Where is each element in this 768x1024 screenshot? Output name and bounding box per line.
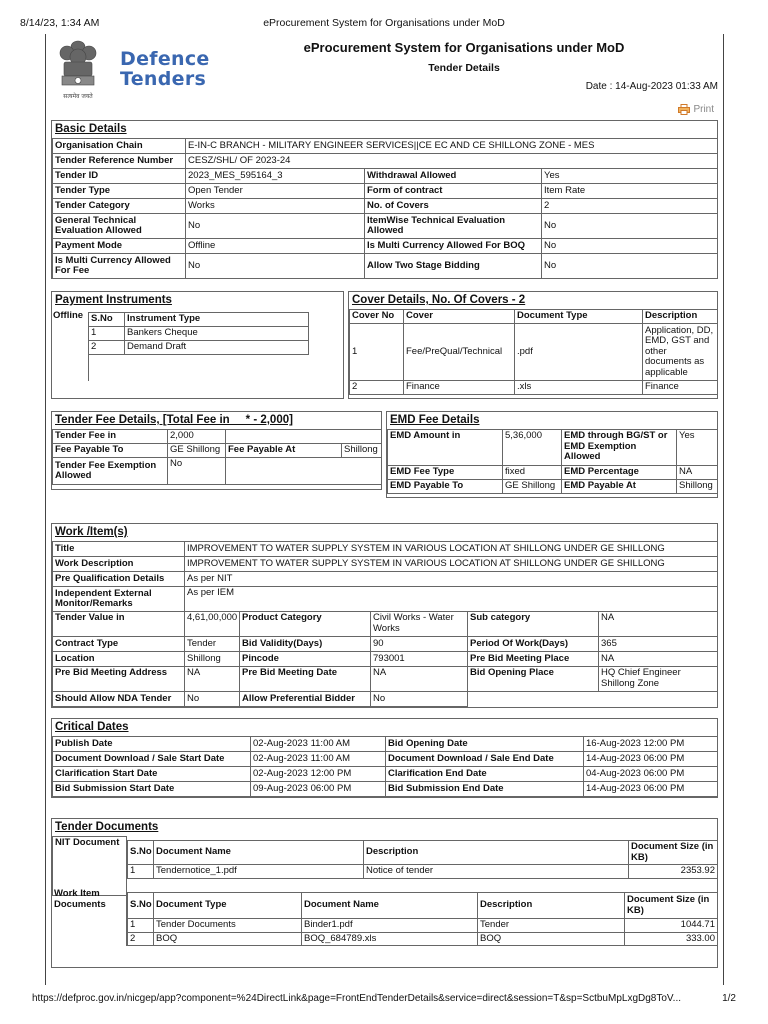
- no-of-covers-value: 2: [542, 199, 718, 214]
- table-row: [53, 458, 382, 485]
- nit-document-label: NIT Document: [52, 836, 127, 896]
- nit-documents-table: [127, 840, 718, 879]
- table-row: [89, 340, 309, 354]
- withdrawal-value: Yes: [542, 169, 718, 184]
- product-category-value: Civil Works - Water Works: [371, 612, 468, 637]
- table-row: [53, 612, 718, 637]
- table-row: [128, 919, 718, 933]
- payment-instruments-title: Payment Instruments: [55, 294, 172, 306]
- cover-no: 2: [350, 381, 404, 395]
- doc-sno: 1: [128, 919, 154, 933]
- period-of-work-value: 365: [599, 637, 718, 652]
- emd-payable-to-label: EMD Payable To: [388, 480, 503, 494]
- col-sno: S.No: [128, 841, 154, 865]
- national-emblem-icon: [54, 38, 102, 104]
- work-description-label: Work Description: [53, 557, 185, 572]
- multi-currency-fee-label: Is Multi Currency Allowed For Fee: [53, 254, 186, 279]
- pincode-value: 793001: [371, 652, 468, 667]
- org-chain-value: E-IN-C BRANCH - MILITARY ENGINEER SERVICES||CE EC AND CE SHILLONG ZONE - MES: [186, 139, 718, 154]
- work-title-value: IMPROVEMENT TO WATER SUPPLY SYSTEM IN VARIOUS LOCATION AT SHILLONG UNDER GE SHILLONG: [185, 542, 718, 557]
- emblem-motto: सत्यमेव जयते: [63, 93, 93, 100]
- itemwise-tech-eval-label: ItemWise Technical Evaluation Allowed: [365, 214, 542, 239]
- location-value: Shillong: [185, 652, 240, 667]
- print-header: [20, 17, 748, 31]
- download-end-value: 14-Aug-2023 06:00 PM: [584, 752, 718, 767]
- tender-id-value: 2023_MES_595164_3: [186, 169, 365, 184]
- itemwise-tech-eval-value: No: [542, 214, 718, 239]
- clarification-end-value: 04-Aug-2023 06:00 PM: [584, 767, 718, 782]
- table-row: [128, 865, 718, 879]
- org-chain-label: Organisation Chain: [53, 139, 186, 154]
- doc-description: BOQ: [478, 932, 625, 946]
- table-row: [53, 199, 718, 214]
- work-description-value: IMPROVEMENT TO WATER SUPPLY SYSTEM IN VARIOUS LOCATION AT SHILLONG UNDER GE SHILLONG: [185, 557, 718, 572]
- print-footer: [20, 993, 748, 1007]
- table-row: [53, 752, 718, 767]
- general-tech-eval-value: No: [186, 214, 365, 239]
- table-row: [53, 139, 718, 154]
- instrument-type: Bankers Cheque: [125, 326, 309, 340]
- instrument-type: Demand Draft: [125, 340, 309, 354]
- col-document-type: Document Type: [515, 310, 643, 324]
- ref-label: Tender Reference Number: [53, 154, 186, 169]
- fee-payable-at-label: Fee Payable At: [226, 444, 342, 458]
- basic-details-section: [51, 120, 718, 279]
- doc-size: 1044.71: [625, 919, 718, 933]
- instrument-table: [88, 312, 309, 355]
- col-cover: Cover: [404, 310, 515, 324]
- doc-size: 333.00: [625, 932, 718, 946]
- submission-start-label: Bid Submission Start Date: [53, 782, 251, 797]
- table-row: [53, 637, 718, 652]
- col-description: Description: [643, 310, 718, 324]
- basic-details-table: [52, 138, 718, 279]
- table-row: [53, 737, 718, 752]
- nda-tender-label: Should Allow NDA Tender: [53, 692, 185, 707]
- clarification-start-value: 02-Aug-2023 12:00 PM: [251, 767, 386, 782]
- tender-type-label: Tender Type: [53, 184, 186, 199]
- form-of-contract-value: Item Rate: [542, 184, 718, 199]
- cover-table: [349, 309, 718, 395]
- payment-mode-value: Offline: [186, 239, 365, 254]
- doc-sno: 2: [128, 932, 154, 946]
- critical-dates-table: [52, 736, 718, 797]
- brand-logo: [120, 49, 210, 89]
- product-category-label: Product Category: [240, 612, 371, 637]
- tender-value-label: Tender Value in: [53, 612, 185, 637]
- download-start-label: Document Download / Sale Start Date: [53, 752, 251, 767]
- table-row: [53, 542, 718, 557]
- emd-fee-type-value: fixed: [503, 466, 562, 480]
- page-subtitle: Tender Details: [428, 62, 500, 74]
- emd-percentage-value: NA: [677, 466, 718, 480]
- monitor-label: Independent External Monitor/Remarks: [53, 587, 185, 612]
- bid-opening-place-value: HQ Chief Engineer Shillong Zone: [599, 667, 718, 692]
- col-description: Description: [364, 841, 629, 865]
- site-title: eProcurement System for Organisations under MoD: [303, 40, 625, 55]
- cover-description: Finance: [643, 381, 718, 395]
- table-row: [53, 782, 718, 797]
- emd-fee-title: EMD Fee Details: [390, 414, 480, 426]
- publish-date-label: Publish Date: [53, 737, 251, 752]
- col-document-type: Document Type: [154, 893, 302, 919]
- page-url: https://defproc.gov.in/nicgep/app?component=%24DirectLink&page=FrontEndTenderDetails&service=direct&session=T&sp=SctbuMpLxgDg8ToV...: [32, 993, 681, 1004]
- pre-bid-date-value: NA: [371, 667, 468, 692]
- doc-type: Tender Documents: [154, 919, 302, 933]
- tender-fee-title: Tender Fee Details, [Total Fee in * - 2,000]: [55, 414, 293, 426]
- pre-bid-address-label: Pre Bid Meeting Address: [53, 667, 185, 692]
- prequal-value: As per NIT: [185, 572, 718, 587]
- print-datetime: 8/14/23, 1:34 AM: [20, 17, 100, 29]
- prequal-label: Pre Qualification Details: [53, 572, 185, 587]
- emd-payable-to-value: GE Shillong: [503, 480, 562, 494]
- cover-no: 1: [350, 324, 404, 381]
- general-tech-eval-label: General Technical Evaluation Allowed: [53, 214, 186, 239]
- table-row: [53, 767, 718, 782]
- tender-type-value: Open Tender: [186, 184, 365, 199]
- table-row: [53, 169, 718, 184]
- period-of-work-label: Period Of Work(Days): [468, 637, 599, 652]
- table-row: [53, 667, 718, 692]
- fee-payable-to-label: Fee Payable To: [53, 444, 168, 458]
- sub-category-label: Sub category: [468, 612, 599, 637]
- table-row: [53, 239, 718, 254]
- table-header-row: [89, 313, 309, 327]
- table-row: [53, 444, 382, 458]
- emd-fee-type-label: EMD Fee Type: [388, 466, 503, 480]
- table-row: [53, 214, 718, 239]
- table-header-row: [128, 893, 718, 919]
- critical-dates-title: Critical Dates: [55, 721, 129, 733]
- col-sno: S.No: [128, 893, 154, 919]
- contract-type-value: Tender: [185, 637, 240, 652]
- withdrawal-label: Withdrawal Allowed: [365, 169, 542, 184]
- emd-percentage-label: EMD Percentage: [562, 466, 677, 480]
- two-stage-bidding-value: No: [542, 254, 718, 279]
- emd-fee-section: [386, 411, 718, 498]
- location-label: Location: [53, 652, 185, 667]
- contract-type-label: Contract Type: [53, 637, 185, 652]
- col-document-size: Document Size (in KB): [629, 841, 718, 865]
- work-items-table: [52, 541, 718, 707]
- doc-description: Tender: [478, 919, 625, 933]
- table-row: [350, 324, 718, 381]
- emd-fee-table: [387, 429, 718, 494]
- table-row: [388, 466, 718, 480]
- pre-bid-place-label: Pre Bid Meeting Place: [468, 652, 599, 667]
- table-row: [89, 326, 309, 340]
- instrument-sno: 2: [89, 340, 125, 354]
- monitor-value: As per IEM: [185, 587, 718, 612]
- emd-payable-at-value: Shillong: [677, 480, 718, 494]
- table-header-row: [128, 841, 718, 865]
- date-stamp: Date : 14-Aug-2023 01:33 AM: [585, 81, 718, 92]
- col-document-name: Document Name: [302, 893, 478, 919]
- ref-value: CESZ/SHL/ OF 2023-24: [186, 154, 718, 169]
- clarification-start-label: Clarification Start Date: [53, 767, 251, 782]
- bid-validity-label: Bid Validity(Days): [240, 637, 371, 652]
- page-number: 1/2: [722, 993, 736, 1004]
- doc-name-link[interactable]: Tendernotice_1.pdf: [154, 865, 364, 879]
- cover-details-title: Cover Details, No. Of Covers - 2: [352, 294, 526, 306]
- table-row: [53, 652, 718, 667]
- emd-payable-at-label: EMD Payable At: [562, 480, 677, 494]
- bid-validity-value: 90: [371, 637, 468, 652]
- print-page-title: eProcurement System for Organisations under MoD: [263, 17, 505, 29]
- print-label: Print: [693, 104, 714, 115]
- col-document-size: Document Size (in KB): [625, 893, 718, 919]
- col-description: Description: [478, 893, 625, 919]
- fee-exemption-value: No: [168, 458, 226, 485]
- payment-instruments-section: [51, 291, 344, 399]
- table-header-row: [350, 310, 718, 324]
- fee-exemption-label: Tender Fee Exemption Allowed: [53, 458, 168, 485]
- work-items-title: Work /Item(s): [55, 526, 128, 538]
- multi-currency-boq-label: Is Multi Currency Allowed For BOQ: [365, 239, 542, 254]
- preferential-bidder-label: Allow Preferential Bidder: [240, 692, 371, 707]
- table-row: [53, 184, 718, 199]
- brand-line-1: Defence: [120, 48, 210, 70]
- printer-icon: [678, 104, 690, 115]
- tender-id-label: Tender ID: [53, 169, 186, 184]
- work-items-section: [51, 523, 718, 708]
- tender-documents-section: [51, 818, 718, 968]
- tender-fee-value: 2,000: [168, 430, 226, 444]
- table-row: [53, 154, 718, 169]
- table-row: [53, 430, 382, 444]
- payment-mode-tag: Offline: [53, 310, 84, 321]
- table-divider: [88, 351, 89, 381]
- col-sno: S.No: [89, 313, 125, 327]
- tender-value-value: 4,61,00,000: [185, 612, 240, 637]
- table-row: [388, 480, 718, 494]
- instrument-sno: 1: [89, 326, 125, 340]
- multi-currency-fee-value: No: [186, 254, 365, 279]
- emd-amount-value: 5,36,000: [503, 430, 562, 466]
- pre-bid-date-label: Pre Bid Meeting Date: [240, 667, 371, 692]
- doc-description: Notice of tender: [364, 865, 629, 879]
- table-row: [53, 587, 718, 612]
- table-row: [350, 381, 718, 395]
- tender-category-label: Tender Category: [53, 199, 186, 214]
- empty-cell: [226, 458, 382, 485]
- clarification-end-label: Clarification End Date: [386, 767, 584, 782]
- preferential-bidder-value: No: [371, 692, 468, 707]
- bid-opening-place-label: Bid Opening Place: [468, 667, 599, 692]
- doc-name-link[interactable]: BOQ_684789.xls: [302, 932, 478, 946]
- brand-line-2: Tenders: [120, 68, 207, 90]
- payment-mode-label: Payment Mode: [53, 239, 186, 254]
- pre-bid-place-value: NA: [599, 652, 718, 667]
- table-row: [53, 254, 718, 279]
- col-document-name: Document Name: [154, 841, 364, 865]
- tender-fee-label: Tender Fee in: [53, 430, 168, 444]
- critical-dates-section: [51, 718, 718, 798]
- table-row: [128, 932, 718, 946]
- form-of-contract-label: Form of contract: [365, 184, 542, 199]
- basic-details-title: Basic Details: [55, 123, 127, 135]
- col-cover-no: Cover No: [350, 310, 404, 324]
- doc-sno: 1: [128, 865, 154, 879]
- sub-category-value: NA: [599, 612, 718, 637]
- nda-tender-value: No: [185, 692, 240, 707]
- empty-cell: [226, 430, 382, 444]
- cover-details-section: [348, 291, 718, 399]
- cover-description: Application, DD, EMD, GST and other documents as applicable: [643, 324, 718, 381]
- multi-currency-boq-value: No: [542, 239, 718, 254]
- work-item-documents-table: [127, 892, 718, 946]
- download-end-label: Document Download / Sale End Date: [386, 752, 584, 767]
- bid-opening-date-value: 16-Aug-2023 12:00 PM: [584, 737, 718, 752]
- no-of-covers-label: No. of Covers: [365, 199, 542, 214]
- table-row: [388, 430, 718, 466]
- submission-end-value: 14-Aug-2023 06:00 PM: [584, 782, 718, 797]
- fee-payable-to-value: GE Shillong: [168, 444, 226, 458]
- print-link[interactable]: [678, 104, 714, 115]
- cover-doc-type: .xls: [515, 381, 643, 395]
- pincode-label: Pincode: [240, 652, 371, 667]
- doc-type: BOQ: [154, 932, 302, 946]
- tender-fee-table: [52, 429, 382, 485]
- bid-opening-date-label: Bid Opening Date: [386, 737, 584, 752]
- fee-payable-at-value: Shillong: [342, 444, 382, 458]
- cover-name: Fee/PreQual/Technical: [404, 324, 515, 381]
- work-title-label: Title: [53, 542, 185, 557]
- work-item-documents-label: Work Item Documents: [52, 888, 127, 946]
- table-row: [53, 572, 718, 587]
- submission-end-label: Bid Submission End Date: [386, 782, 584, 797]
- tender-category-value: Works: [186, 199, 365, 214]
- download-start-value: 02-Aug-2023 11:00 AM: [251, 752, 386, 767]
- table-row: [53, 557, 718, 572]
- empty-cell: [468, 692, 718, 707]
- cover-name: Finance: [404, 381, 515, 395]
- col-instrument-type: Instrument Type: [125, 313, 309, 327]
- doc-name-link[interactable]: Binder1.pdf: [302, 919, 478, 933]
- cover-doc-type: .pdf: [515, 324, 643, 381]
- tender-fee-section: [51, 411, 382, 490]
- two-stage-bidding-label: Allow Two Stage Bidding: [365, 254, 542, 279]
- tender-documents-title: Tender Documents: [55, 821, 159, 833]
- pre-bid-address-value: NA: [185, 667, 240, 692]
- publish-date-value: 02-Aug-2023 11:00 AM: [251, 737, 386, 752]
- emd-bg-value: Yes: [677, 430, 718, 466]
- table-row: [53, 692, 718, 707]
- emd-bg-label: EMD through BG/ST or EMD Exemption Allowed: [562, 430, 677, 466]
- emd-amount-label: EMD Amount in: [388, 430, 503, 466]
- submission-start-value: 09-Aug-2023 06:00 PM: [251, 782, 386, 797]
- doc-size: 2353.92: [629, 865, 718, 879]
